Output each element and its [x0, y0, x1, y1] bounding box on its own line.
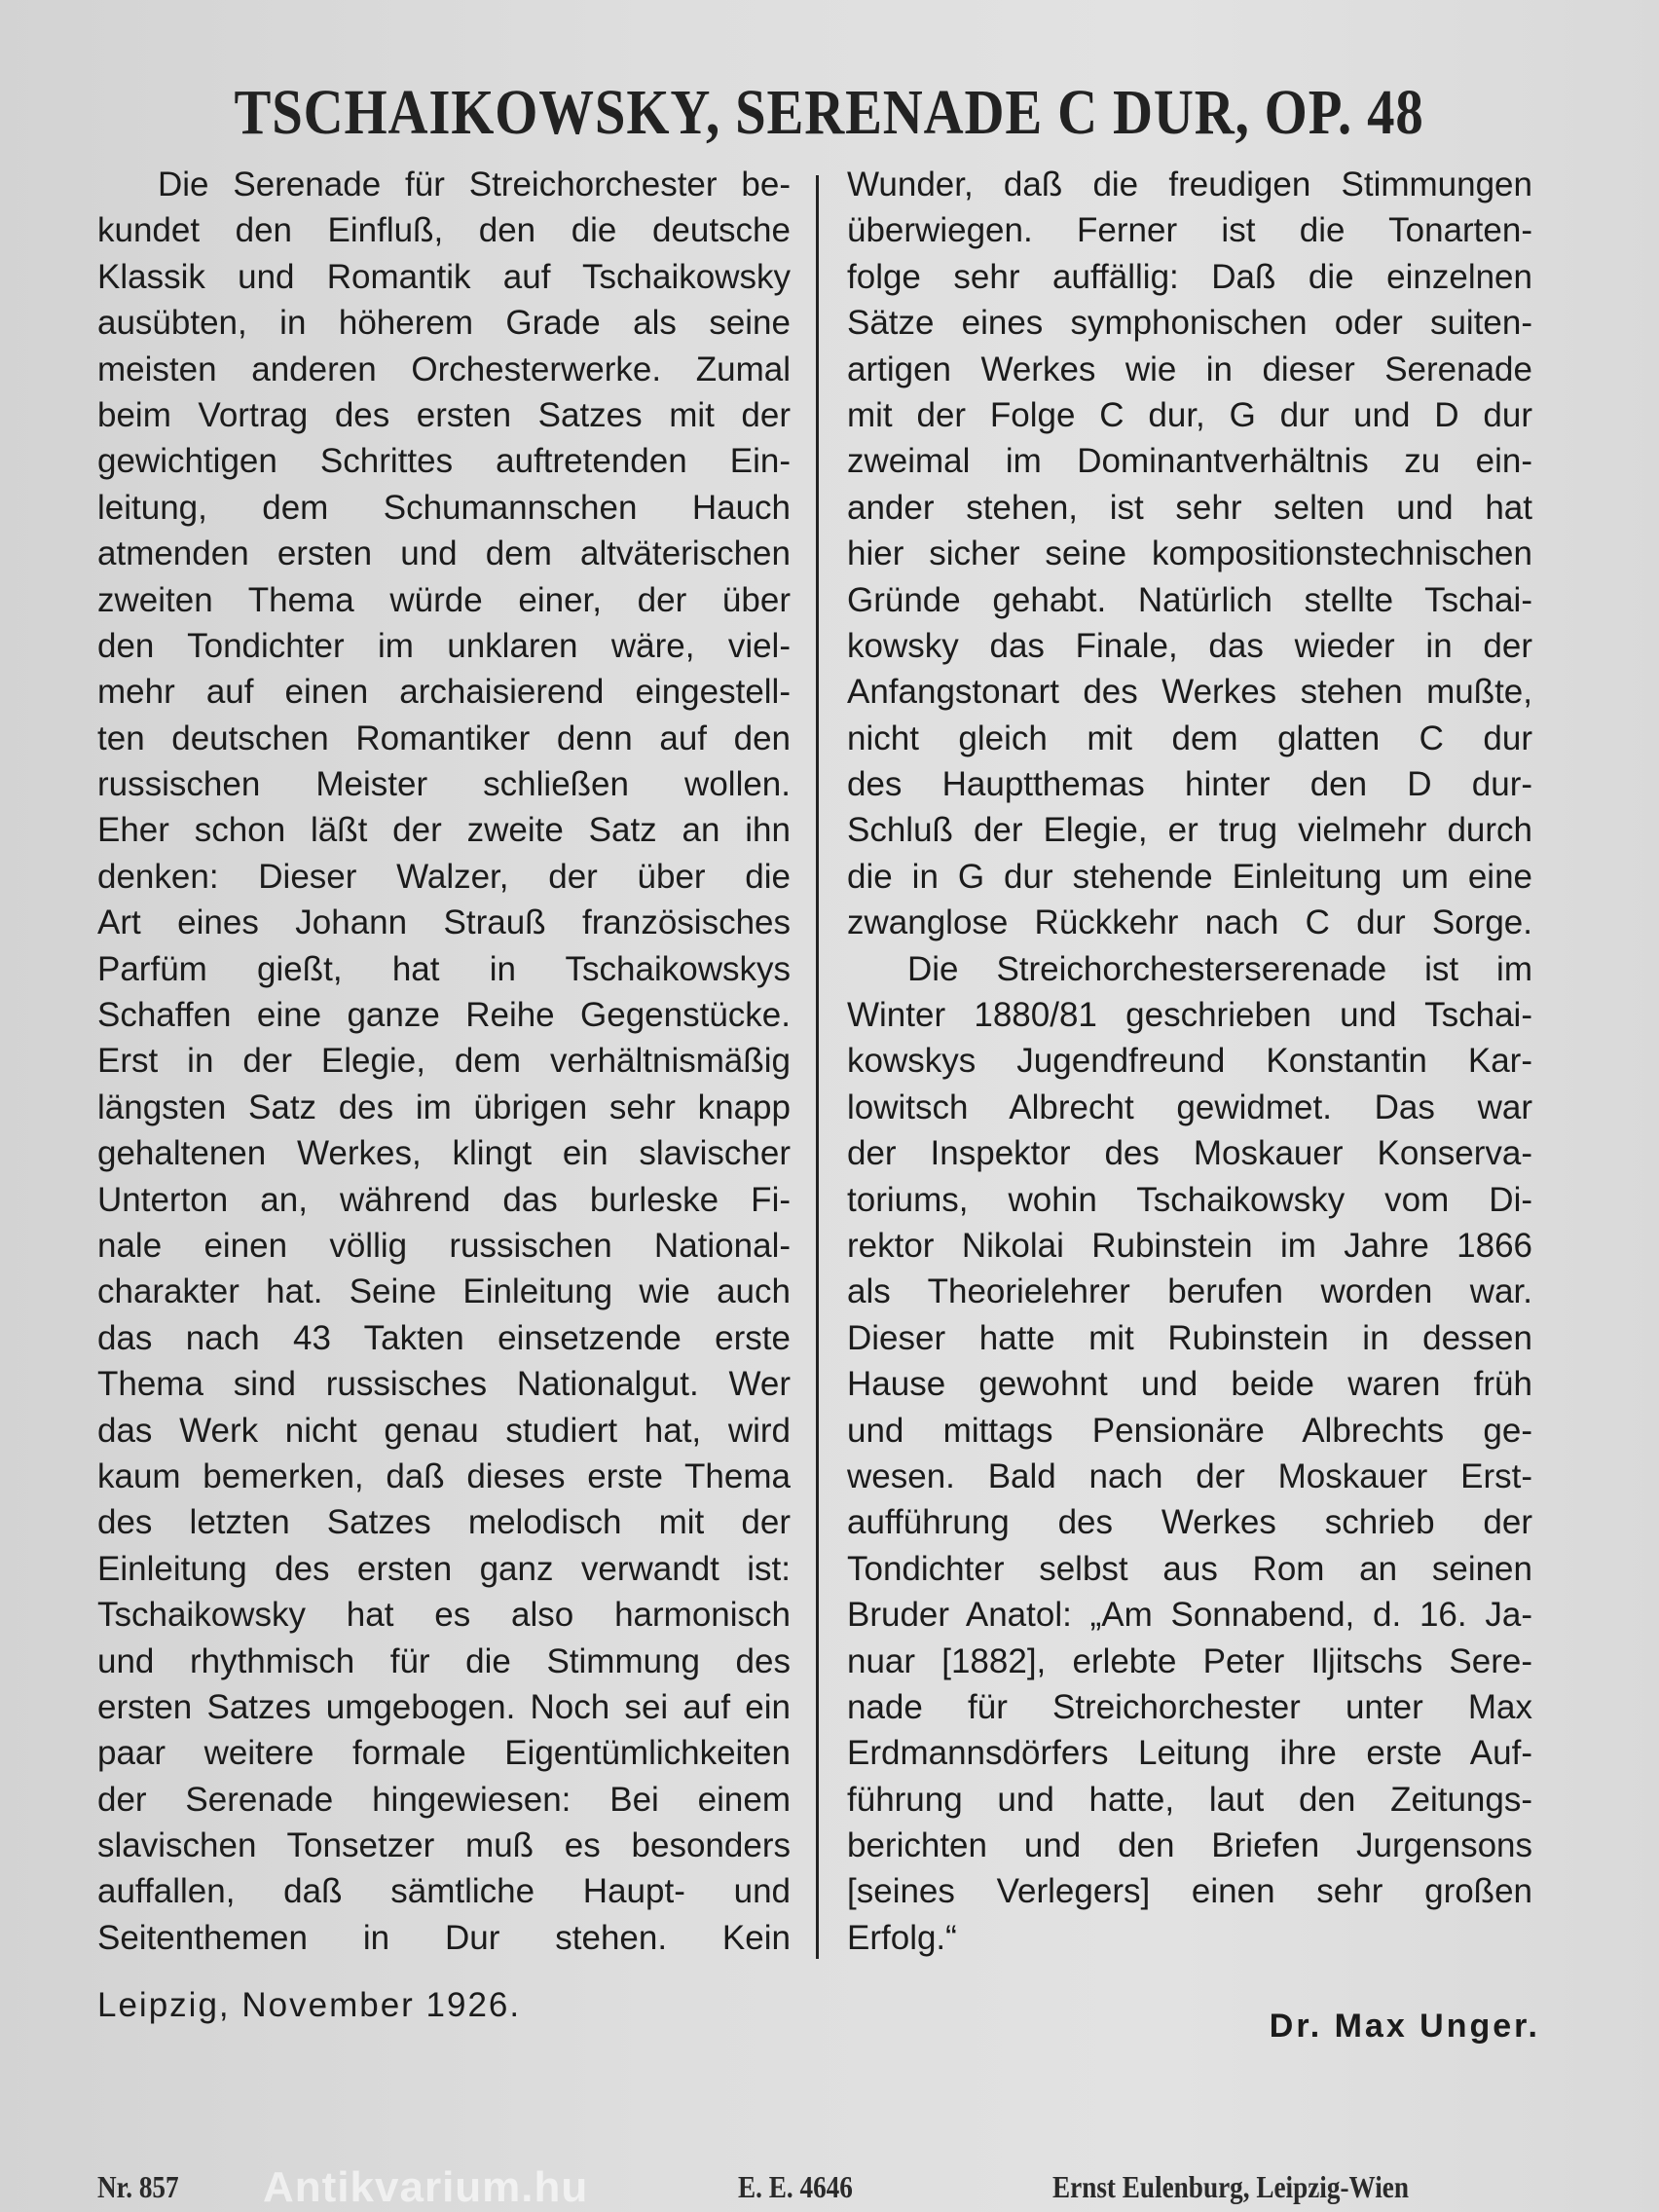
text-line: Bruder Anatol: „Am Sonnabend, d. 16. Ja-	[847, 1596, 1532, 1635]
text-line: Gründe gehabt. Natürlich stellte Tschai-	[847, 580, 1532, 619]
text-line: zweiten Thema würde einer, der über	[97, 580, 791, 619]
footer-plate-number: E. E. 4646	[738, 2169, 853, 2204]
text-line: ersten Satzes umgebogen. Noch sei auf ein	[97, 1687, 791, 1726]
text-line: slavischen Tonsetzer muß es besonders	[97, 1826, 791, 1865]
text-line: Schaffen eine ganze Reihe Gegenstücke.	[97, 996, 791, 1035]
text-line: folge sehr auffällig: Daß die einzelnen	[847, 257, 1532, 296]
text-line: kowsky das Finale, das wieder in der	[847, 626, 1532, 665]
text-line: Hause gewohnt und beide waren früh	[847, 1365, 1532, 1404]
footer-number: Nr. 857	[97, 2169, 179, 2204]
text-line: lowitsch Albrecht gewidmet. Das war	[847, 1088, 1532, 1126]
text-line: Erst in der Elegie, dem verhältnismäßig	[97, 1042, 791, 1081]
text-line: nale einen völlig russischen National-	[97, 1226, 791, 1265]
text-line: Erdmannsdörfers Leitung ihre erste Auf-	[847, 1734, 1532, 1773]
text-line: zweimal im Dominantverhältnis zu ein-	[847, 442, 1532, 481]
author-signature: Dr. Max Unger.	[1269, 2008, 1540, 2045]
text-line: Schluß der Elegie, er trug vielmehr durch	[847, 811, 1532, 850]
text-line: ander stehen, ist sehr selten und hat	[847, 488, 1532, 527]
text-line: denken: Dieser Walzer, der über die	[97, 857, 791, 896]
text-line: des letzten Satzes melodisch mit der	[97, 1503, 791, 1542]
text-line: charakter hat. Seine Einleitung wie auch	[97, 1272, 791, 1311]
text-line: artigen Werkes wie in dieser Serenade	[847, 350, 1532, 388]
text-line: Tondichter selbst aus Rom an seinen	[847, 1549, 1532, 1588]
text-line: führung und hatte, laut den Zeitungs-	[847, 1780, 1532, 1819]
text-line: Parfüm gießt, hat in Tschaikowskys	[97, 949, 791, 988]
text-line: Dieser hatte mit Rubinstein in dessen	[847, 1318, 1532, 1357]
text-line: zwanglose Rückkehr nach C dur Sorge.	[847, 903, 1532, 942]
text-line: kowskys Jugendfreund Konstantin Kar-	[847, 1042, 1532, 1081]
text-line: als Theorielehrer berufen worden war.	[847, 1272, 1532, 1311]
watermark: Antikvarium.hu	[263, 2163, 589, 2211]
text-line: des Hauptthemas hinter den D dur-	[847, 765, 1532, 804]
page-title	[0, 76, 1659, 150]
footer-publisher: Ernst Eulenburg, Leipzig-Wien	[1052, 2169, 1409, 2204]
text-line: Sätze eines symphonischen oder suiten-	[847, 304, 1532, 343]
text-line: leitung, dem Schumannschen Hauch	[97, 488, 791, 527]
text-line: rektor Nikolai Rubinstein im Jahre 1866	[847, 1226, 1532, 1265]
text-line: gehaltenen Werkes, klingt ein slavischer	[97, 1134, 791, 1173]
text-line: nade für Streichorchester unter Max	[847, 1687, 1532, 1726]
text-line: und rhythmisch für die Stimmung des	[97, 1641, 791, 1680]
left-column	[97, 162, 791, 1961]
text-line: toriums, wohin Tschaikowsky vom Di-	[847, 1180, 1532, 1219]
text-line: das Werk nicht genau studiert hat, wird	[97, 1411, 791, 1450]
text-line: [seines Verlegers] einen sehr großen	[847, 1872, 1532, 1911]
text-line: Klassik und Romantik auf Tschaikowsky	[97, 257, 791, 296]
text-line: Winter 1880/81 geschrieben und Tschai-	[847, 996, 1532, 1035]
text-line: meisten anderen Orchesterwerke. Zumal	[97, 350, 791, 388]
text-line: nicht gleich mit dem glatten C dur	[847, 719, 1532, 757]
text-line: Seitenthemen in Dur stehen. Kein	[97, 1918, 791, 1957]
right-column	[847, 162, 1532, 1961]
text-line: mehr auf einen archaisierend eingestell-	[97, 673, 791, 712]
text-line: kaum bemerken, daß dieses erste Thema	[97, 1456, 791, 1495]
text-line: der Inspektor des Moskauer Konserva-	[847, 1134, 1532, 1173]
text-line: Wunder, daß die freudigen Stimmungen	[847, 166, 1532, 203]
text-line: Die Streichorchesterserenade ist im	[907, 949, 1532, 988]
text-line: atmenden ersten und dem altväterischen	[97, 535, 791, 573]
text-line: gewichtigen Schrittes auftretenden Ein-	[97, 442, 791, 481]
text-line: berichten und den Briefen Jurgensons	[847, 1826, 1532, 1865]
text-line: Tschaikowsky hat es also harmonisch	[97, 1596, 791, 1635]
text-line: die in G dur stehende Einleitung um eine	[847, 857, 1532, 896]
text-line: Unterton an, während das burleske Fi-	[97, 1180, 791, 1219]
text-line: nuar [1882], erlebte Peter Iljitschs Sere-	[847, 1641, 1532, 1680]
column-divider	[816, 175, 819, 1959]
text-line: Anfangstonart des Werkes stehen mußte,	[847, 673, 1532, 712]
text-line: den Tondichter im unklaren wäre, viel-	[97, 626, 791, 665]
text-line: Einleitung des ersten ganz verwandt ist:	[97, 1549, 791, 1588]
text-line: das nach 43 Takten einsetzende erste	[97, 1318, 791, 1357]
text-line: Die Serenade für Streichorchester be-	[158, 166, 791, 203]
text-line: auffallen, daß sämtliche Haupt- und	[97, 1872, 791, 1911]
text-line: ten deutschen Romantiker denn auf den	[97, 719, 791, 757]
text-line: Thema sind russisches Nationalgut. Wer	[97, 1365, 791, 1404]
text-line: der Serenade hingewiesen: Bei einem	[97, 1780, 791, 1819]
text-line: überwiegen. Ferner ist die Tonarten-	[847, 211, 1532, 250]
text-line: und mittags Pensionäre Albrechts ge-	[847, 1411, 1532, 1450]
text-line: russischen Meister schließen wollen.	[97, 765, 791, 804]
place-date: Leipzig, November 1926.	[97, 1986, 522, 2024]
text-line: aufführung des Werkes schrieb der	[847, 1503, 1532, 1542]
text-line: ausübten, in höherem Grade als seine	[97, 304, 791, 343]
text-line: paar weitere formale Eigentümlichkeiten	[97, 1734, 791, 1773]
text-line: mit der Folge C dur, G dur und D dur	[847, 395, 1532, 434]
text-line: Eher schon läßt der zweite Satz an ihn	[97, 811, 791, 850]
text-line: Art eines Johann Strauß französisches	[97, 903, 791, 942]
text-line: wesen. Bald nach der Moskauer Erst-	[847, 1456, 1532, 1495]
text-line: beim Vortrag des ersten Satzes mit der	[97, 395, 791, 434]
text-line: hier sicher seine kompositionstechnischen	[847, 535, 1532, 573]
text-line: kundet den Einfluß, den die deutsche	[97, 211, 791, 250]
text-line: längsten Satz des im übrigen sehr knapp	[97, 1088, 791, 1126]
text-line: Erfolg.“	[847, 1918, 957, 1957]
title-text: TSCHAIKOWSKY, SERENADE C DUR, OP. 48	[234, 77, 1425, 148]
